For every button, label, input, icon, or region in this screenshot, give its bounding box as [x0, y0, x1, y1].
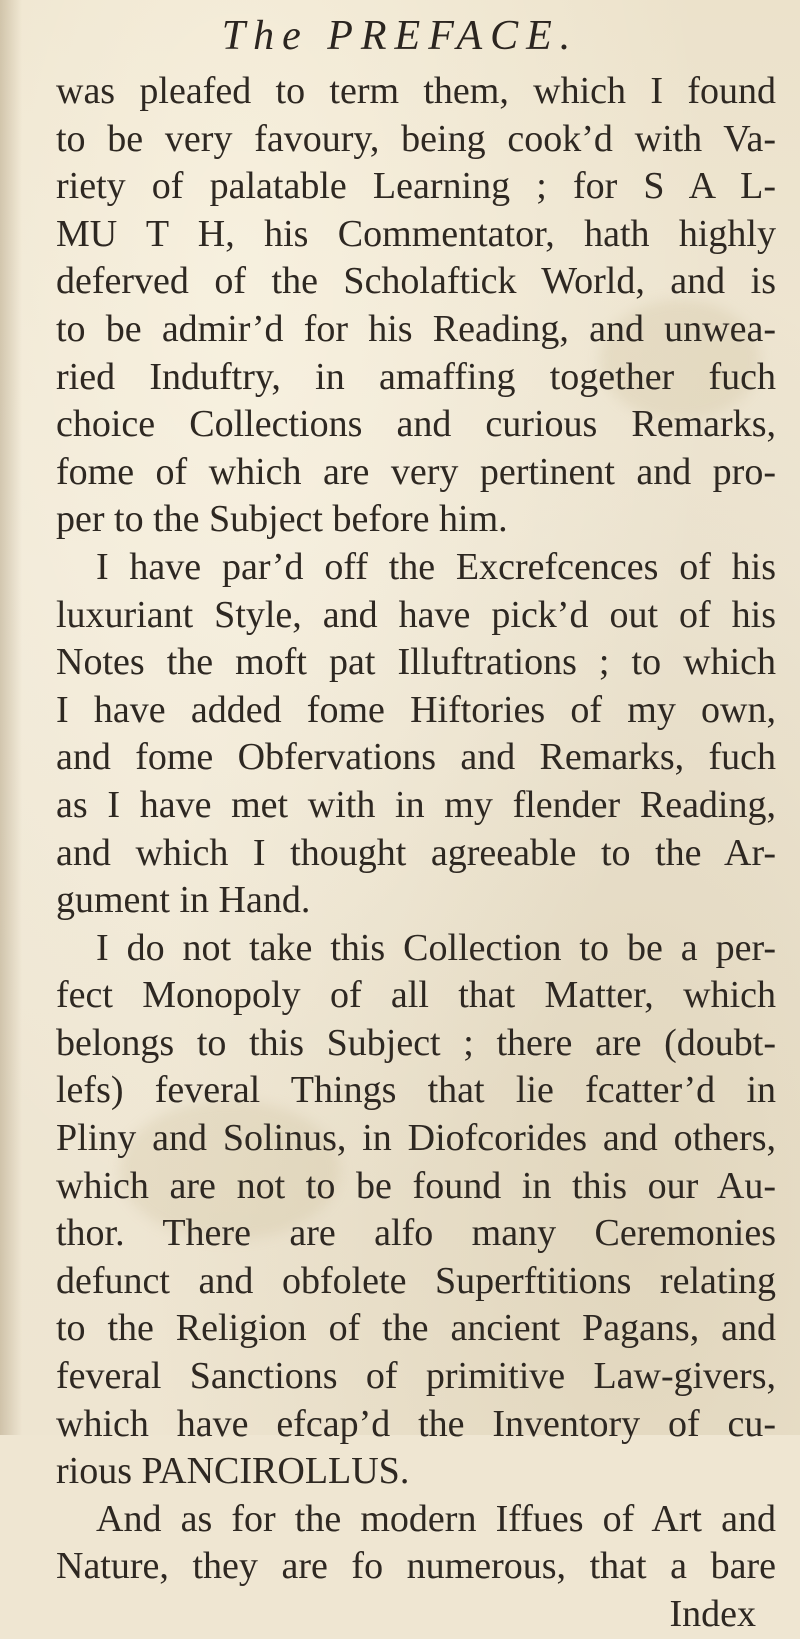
text-line: I do not take this Collection to be a per- [96, 926, 776, 969]
catchword: Index [669, 1593, 756, 1635]
text-line: rious PANCIROLLUS. [56, 1450, 410, 1493]
text-line: riety of palatable Learning ; for S A L- [56, 165, 776, 208]
text-line: gument in Hand. [56, 879, 311, 922]
text-line: belongs to this Subject ; there are (doubt- [56, 1021, 776, 1064]
text-line: as I have met with in my flender Reading, [56, 783, 776, 826]
text-line: per to the Subject before him. [56, 498, 508, 541]
text-line: I have added fome Hiftories of my own, [56, 688, 776, 731]
text-line: and which I thought agreeable to the Ar- [56, 831, 776, 874]
text-line: MU T H, his Commentator, hath highly [56, 212, 776, 255]
text-line: was pleafed to term them, which I found [56, 70, 776, 112]
text-line: Nature, they are fo numerous, that a bare [56, 1545, 776, 1588]
text-line: to be very favoury, being cook’d with Va- [56, 117, 776, 160]
text-line: thor. There are alfo many Ceremonies [56, 1212, 776, 1255]
text-line: And as for the modern Iffues of Art and [96, 1497, 776, 1540]
text-line: to be admir’d for his Reading, and unwea- [56, 307, 776, 350]
page-gutter-shadow [0, 0, 22, 1435]
text-line: I have par’d off the Excrefcences of his [96, 545, 776, 588]
text-line: to the Religion of the ancient Pagans, and [56, 1307, 776, 1350]
text-line: defunct and obfolete Superftitions relating [56, 1259, 776, 1302]
text-line: and fome Obfervations and Remarks, fuch [56, 736, 776, 779]
text-line: Pliny and Solinus, in Diofcorides and others, [56, 1117, 776, 1160]
text-line: lefs) feveral Things that lie fcatter’d in [56, 1069, 776, 1112]
text-line: fome of which are very pertinent and pro- [56, 450, 776, 493]
text-line: fect Monopoly of all that Matter, which [56, 974, 776, 1017]
body-text [56, 68, 776, 1639]
text-line: deferved of the Scholaftick World, and is [56, 260, 776, 303]
text-line: ried Induftry, in amaffing together fuch [56, 355, 776, 398]
text-line: luxuriant Style, and have pick’d out of his [56, 593, 776, 636]
text-line: choice Collections and curious Remarks, [56, 403, 776, 446]
running-head: The PREFACE. [221, 13, 579, 59]
text-line: feveral Sanctions of primitive Law-givers, [56, 1355, 776, 1398]
text-line: which have efcap’d the Inventory of cu- [56, 1402, 776, 1445]
text-line: Notes the moft pat Illuftrations ; to which [56, 641, 776, 684]
text-line: which are not to be found in this our Au- [56, 1164, 776, 1207]
